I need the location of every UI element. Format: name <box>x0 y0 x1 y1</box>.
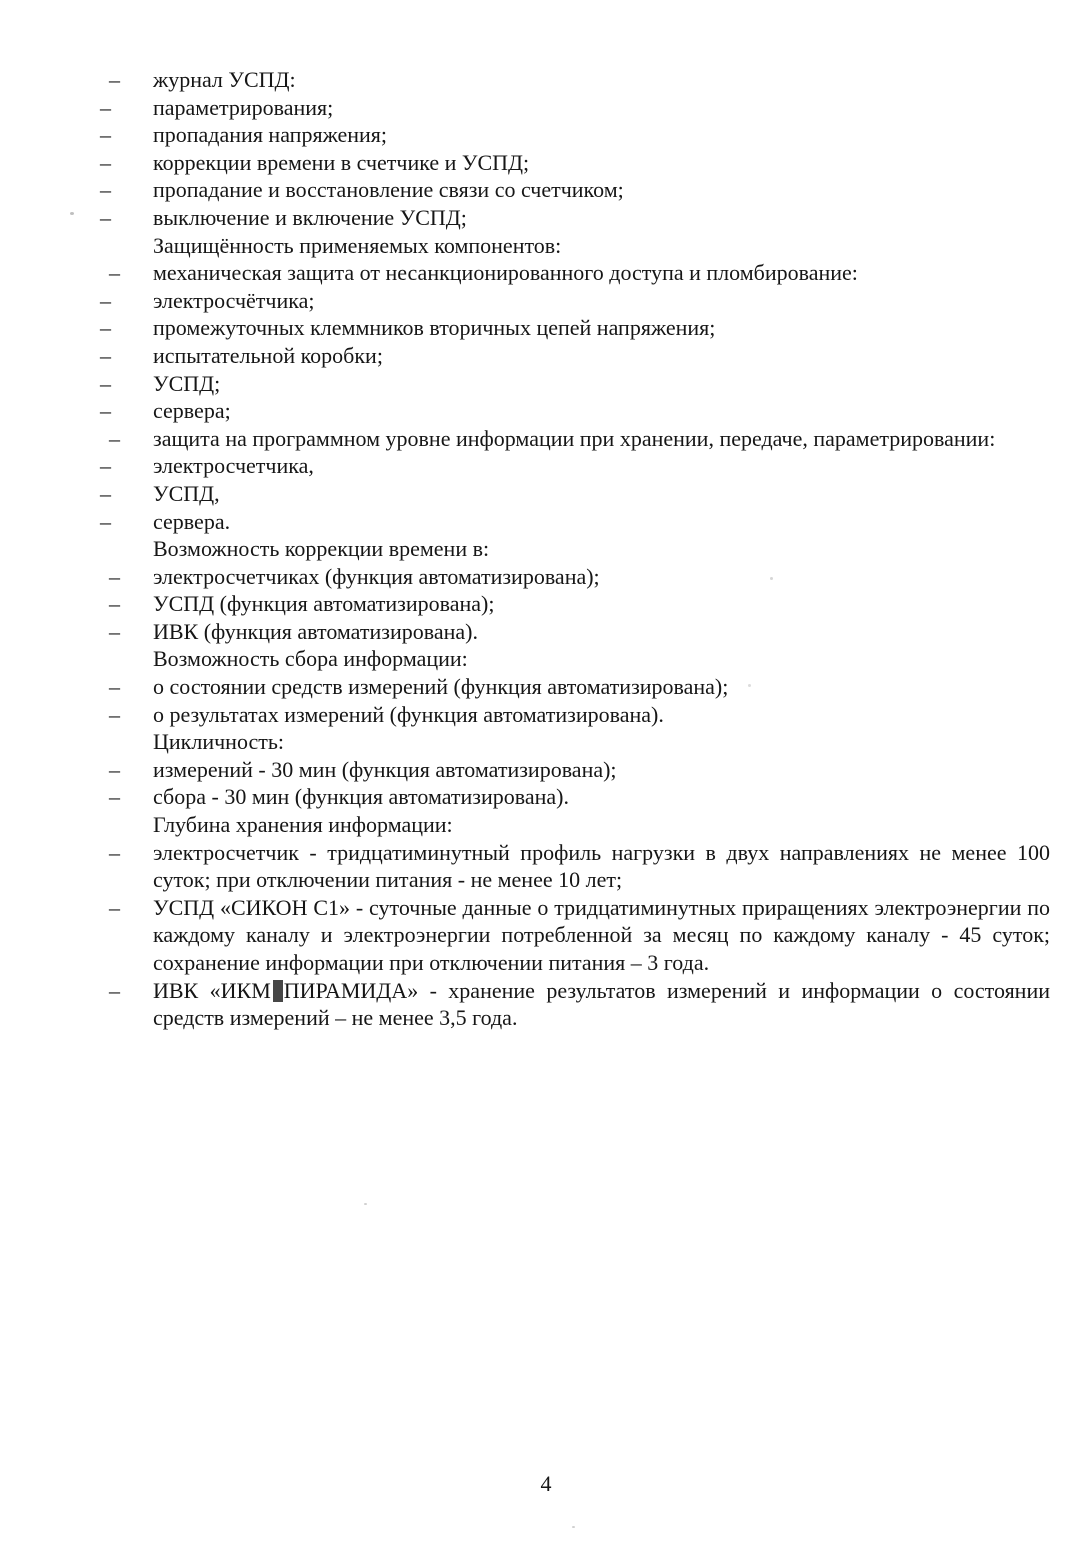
list-item-level2 <box>100 176 1050 204</box>
list-item-text: защита на программном уровне информации при хранении, передаче, параметрировании: <box>153 425 996 451</box>
list-item-level2 <box>100 397 1050 425</box>
list-item-text: электросчетчик - тридцатиминутный профиль нагрузки в двух направлениях не менее 100 суток; при отключении питания - не менее 10 лет; <box>153 839 1050 893</box>
list-item-text: УСПД (функция автоматизирована); <box>153 591 495 617</box>
section-heading: Защищённость применяемых компонентов: <box>153 232 562 258</box>
list-item-text: УСПД «СИКОН С1» - суточные данные о тридцатиминутных приращениях электроэнергии по каждому каналу и электроэнергии потребленной за месяц по каждому каналу - 45 суток; сохранение информации при отключении питания – 3 года. <box>153 894 1050 975</box>
list-item-level1 <box>109 977 1051 1032</box>
dash-bullet: – <box>109 701 120 727</box>
dash-bullet: – <box>100 315 111 341</box>
list-item-level2 <box>100 480 1050 508</box>
list-item-text: ИВК «ИКМ <box>153 977 271 1003</box>
dash-bullet: – <box>100 94 111 120</box>
list-item-level2 <box>100 314 1050 342</box>
list-item-level1 <box>109 673 1050 701</box>
list-item-level2 <box>100 149 1050 177</box>
list-item-level1 <box>109 701 1050 729</box>
dash-bullet: – <box>100 122 111 148</box>
list-item-level2 <box>100 121 1050 149</box>
list-item-level1 <box>109 563 1050 591</box>
list-item-text: сбора - 30 мин (функция автоматизирована). <box>153 784 570 810</box>
dash-bullet: – <box>100 177 111 203</box>
scan-speck <box>70 212 74 215</box>
dash-bullet: – <box>100 342 111 368</box>
list-item-text: ПИРАМИДА» - хранение результатов измерений и информации о состоянии средств измерений – не менее 3,5 года. <box>153 977 1051 1031</box>
dash-bullet: – <box>109 784 120 810</box>
dash-bullet: – <box>109 260 120 286</box>
scan-speck <box>364 1203 367 1205</box>
list-item-text: УСПД, <box>153 480 220 506</box>
list-item-level2 <box>100 342 1050 370</box>
list-item-text: пропадание и восстановление связи со счетчиком; <box>153 177 624 203</box>
list-item-text: ИВК (функция автоматизирована). <box>153 618 478 644</box>
dash-bullet: – <box>100 480 111 506</box>
dash-bullet: – <box>100 287 111 313</box>
section-heading: Цикличность: <box>153 729 285 755</box>
section-heading: Возможность коррекции времени в: <box>153 536 490 562</box>
list-item-level1 <box>109 425 1050 453</box>
list-item-text: параметрирования; <box>153 94 334 120</box>
dash-bullet: – <box>100 204 111 230</box>
dash-bullet: – <box>100 370 111 396</box>
list-item-text: УСПД; <box>153 370 221 396</box>
dash-bullet: – <box>100 453 111 479</box>
list-item-level2 <box>100 452 1050 480</box>
document-content <box>100 66 1051 1032</box>
dash-bullet: – <box>109 618 120 644</box>
list-item-level1 <box>109 590 1050 618</box>
list-item-level1 <box>109 259 1050 287</box>
dash-bullet: – <box>109 839 120 865</box>
list-item-level1 <box>109 756 1050 784</box>
list-item-text: пропадания напряжения; <box>153 122 388 148</box>
dash-bullet: – <box>109 67 120 92</box>
scan-speck <box>770 577 773 580</box>
list-item-text: промежуточных клеммников вторичных цепей напряжения; <box>153 315 716 341</box>
dash-bullet: – <box>109 563 120 589</box>
dash-bullet: – <box>109 674 120 700</box>
list-item-text: электросчетчика, <box>153 453 314 479</box>
dash-bullet: – <box>109 591 120 617</box>
list-item-text: о состоянии средств измерений (функция автоматизирована); <box>153 674 729 700</box>
dash-bullet: – <box>109 425 120 451</box>
scan-speck <box>748 684 751 687</box>
list-item-level2 <box>100 94 1050 122</box>
list-item-level1 <box>109 839 1050 894</box>
list-item-text: выключение и включение УСПД; <box>153 204 467 230</box>
dash-bullet: – <box>100 398 111 424</box>
list-item-level1 <box>109 894 1050 977</box>
list-item-text: журнал УСПД: <box>153 67 296 92</box>
list-item-text: о результатах измерений (функция автоматизирована). <box>153 701 664 727</box>
list-item-text: электросчётчика; <box>153 287 315 313</box>
ink-blot-artifact <box>273 980 283 1002</box>
list-item-text: сервера. <box>153 508 231 534</box>
dash-bullet: – <box>100 149 111 175</box>
list-item-text: коррекции времени в счетчике и УСПД; <box>153 149 530 175</box>
dash-bullet: – <box>109 756 120 782</box>
list-item-level2 <box>100 508 1050 536</box>
list-item-level2 <box>100 370 1050 398</box>
dash-bullet: – <box>109 977 120 1003</box>
list-item-text: механическая защита от несанкционированного доступа и пломбирование: <box>153 260 858 286</box>
page-number: 4 <box>540 1471 552 1496</box>
section-heading: Возможность сбора информации: <box>153 646 468 672</box>
list-item-text: электросчетчиках (функция автоматизирована); <box>153 563 600 589</box>
scan-speck <box>572 1526 575 1528</box>
list-item-level1 <box>109 66 1050 94</box>
list-item-level1 <box>109 618 1050 646</box>
list-item-level1 <box>109 783 1050 811</box>
list-item-text: сервера; <box>153 398 231 424</box>
list-item-level2 <box>100 287 1050 315</box>
list-item-level2 <box>100 204 1050 232</box>
dash-bullet: – <box>109 894 120 920</box>
list-item-text: измерений - 30 мин (функция автоматизирована); <box>153 756 617 782</box>
list-item-text: испытательной коробки; <box>153 342 383 368</box>
section-heading: Глубина хранения информации: <box>153 812 453 838</box>
dash-bullet: – <box>100 508 111 534</box>
